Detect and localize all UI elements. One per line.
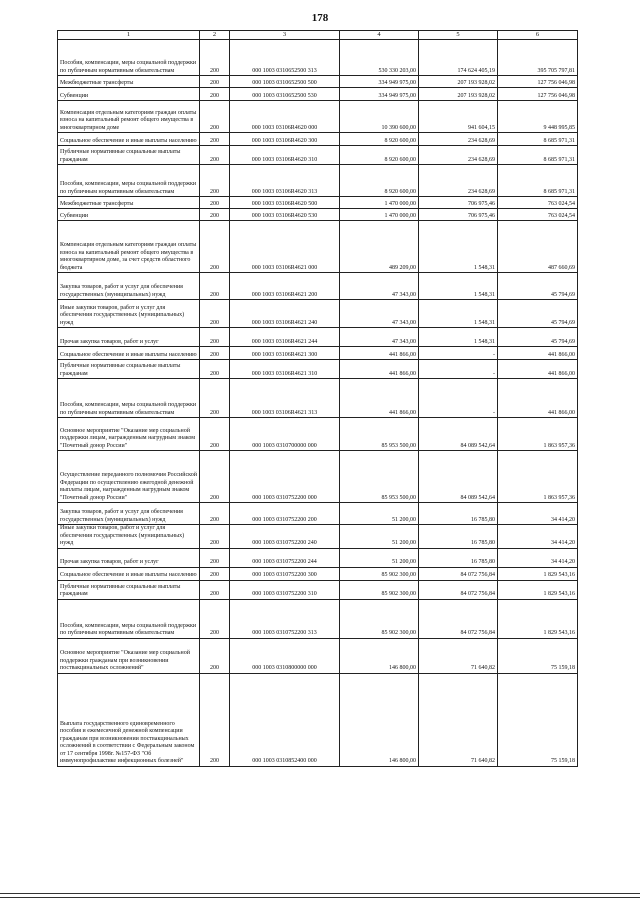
row-unexecuted-cell: 1 829 543,16 (498, 580, 578, 599)
row-executed-cell: 16 785,80 (419, 503, 498, 525)
row-kbk-cell: 000 1003 0310700000 000 (230, 418, 340, 451)
row-executed-cell: 706 975,46 (419, 197, 498, 209)
row-executed-cell: 1 548,31 (419, 300, 498, 328)
row-unexecuted-cell: 1 863 957,36 (498, 418, 578, 451)
row-name-cell: Социальное обеспечение и иные выплаты населению (58, 347, 200, 360)
row-name-cell: Иные закупки товаров, работ и услуг для обеспечения государственных (муниципальных) нужд (58, 300, 200, 328)
row-name-cell: Пособия, компенсации, меры социальной поддержки по публичным нормативным обязательствам (58, 40, 200, 76)
row-approved-cell: 85 902 300,00 (340, 599, 419, 638)
row-unexecuted-cell: 45 794,69 (498, 273, 578, 300)
row-approved-cell: 146 800,00 (340, 638, 419, 673)
row-name-cell: Субвенции (58, 88, 200, 101)
table-row (58, 40, 578, 76)
row-name-cell: Основное мероприятие "Оказание мер социальной поддержки лицам, награжденным нагрудным знаком "Почетный донор России" (58, 418, 200, 451)
row-kbk-cell: 000 1003 03106R4621 300 (230, 347, 340, 360)
row-code-cell: 200 (200, 40, 230, 76)
table-row (58, 197, 578, 209)
row-approved-cell: 146 800,00 (340, 673, 419, 766)
header-cell: 5 (419, 31, 498, 40)
row-name-cell: Прочая закупка товаров, работ и услуг (58, 548, 200, 567)
header-cell: 4 (340, 31, 419, 40)
row-unexecuted-cell: 75 159,18 (498, 673, 578, 766)
row-unexecuted-cell: 763 024,54 (498, 197, 578, 209)
header-cell: 3 (230, 31, 340, 40)
row-kbk-cell: 000 1003 0310652500 313 (230, 40, 340, 76)
table-row (58, 347, 578, 360)
row-approved-cell: 1 470 000,00 (340, 197, 419, 209)
bottom-rule (0, 893, 640, 894)
row-kbk-cell: 000 1003 03106R4621 240 (230, 300, 340, 328)
row-kbk-cell: 000 1003 03106R4621 313 (230, 379, 340, 418)
row-executed-cell: 84 089 542,64 (419, 451, 498, 503)
row-kbk-cell: 000 1003 03106R4620 000 (230, 101, 340, 133)
header-cell: 6 (498, 31, 578, 40)
row-approved-cell: 441 866,00 (340, 360, 419, 379)
table-row (58, 328, 578, 347)
row-unexecuted-cell: 395 705 797,81 (498, 40, 578, 76)
row-code-cell: 200 (200, 197, 230, 209)
table-row (58, 580, 578, 599)
row-executed-cell: - (419, 379, 498, 418)
row-name-cell: Публичные нормативные социальные выплаты гражданам (58, 580, 200, 599)
row-approved-cell: 489 209,00 (340, 221, 419, 273)
row-code-cell: 200 (200, 133, 230, 146)
row-name-cell: Пособия, компенсации, меры социальной поддержки по публичным нормативным обязательствам (58, 165, 200, 197)
row-name-cell: Пособия, компенсации, меры социальной поддержки по публичным нормативным обязательствам (58, 379, 200, 418)
row-name-cell: Публичные нормативные социальные выплаты гражданам (58, 146, 200, 165)
row-approved-cell: 85 953 500,00 (340, 418, 419, 451)
row-unexecuted-cell: 1 829 543,16 (498, 567, 578, 580)
row-name-cell: Компенсация отдельным категориям граждан оплаты взноса на капитальный ремонт общего имущества в многоквартирном доме, за счет средств областного бюджета (58, 221, 200, 273)
row-code-cell: 200 (200, 548, 230, 567)
row-code-cell: 200 (200, 451, 230, 503)
row-code-cell: 200 (200, 638, 230, 673)
row-code-cell: 200 (200, 599, 230, 638)
row-name-cell: Закупка товаров, работ и услуг для обеспечения государственных (муниципальных) нужд (58, 503, 200, 525)
table-row (58, 599, 578, 638)
row-name-cell: Осуществление переданного полномочия Российской Федерации по осуществлению ежегодной денежной выплаты лицам, награжденным нагрудным знаком "Почетный донор России" (58, 451, 200, 503)
header-row (58, 31, 578, 40)
row-unexecuted-cell: 45 794,69 (498, 300, 578, 328)
row-executed-cell: 207 193 928,02 (419, 76, 498, 88)
table-row (58, 146, 578, 165)
budget-table (57, 30, 578, 767)
row-unexecuted-cell: 34 414,20 (498, 548, 578, 567)
row-code-cell: 200 (200, 673, 230, 766)
row-name-cell: Субвенции (58, 209, 200, 221)
row-unexecuted-cell: 1 829 543,16 (498, 599, 578, 638)
row-kbk-cell: 000 1003 0310752200 313 (230, 599, 340, 638)
row-approved-cell: 8 920 600,00 (340, 165, 419, 197)
row-unexecuted-cell: 34 414,20 (498, 525, 578, 549)
row-kbk-cell: 000 1003 03106R4620 530 (230, 209, 340, 221)
row-name-cell: Межбюджетные трансферты (58, 197, 200, 209)
row-code-cell: 200 (200, 209, 230, 221)
row-unexecuted-cell: 763 024,54 (498, 209, 578, 221)
row-executed-cell: 71 640,82 (419, 638, 498, 673)
row-unexecuted-cell: 75 159,18 (498, 638, 578, 673)
row-code-cell: 200 (200, 418, 230, 451)
row-code-cell: 200 (200, 379, 230, 418)
row-kbk-cell: 000 1003 03106R4620 313 (230, 165, 340, 197)
row-kbk-cell: 000 1003 03106R4620 310 (230, 146, 340, 165)
row-approved-cell: 47 343,00 (340, 328, 419, 347)
row-kbk-cell: 000 1003 0310852400 000 (230, 673, 340, 766)
table-row (58, 101, 578, 133)
table-row (58, 548, 578, 567)
row-code-cell: 200 (200, 300, 230, 328)
row-executed-cell: 234 628,69 (419, 133, 498, 146)
row-name-cell: Социальное обеспечение и иные выплаты населению (58, 567, 200, 580)
table-body (58, 31, 578, 767)
row-name-cell: Компенсация отдельным категориям граждан оплаты взноса на капитальный ремонт общего имущества в многоквартирном доме (58, 101, 200, 133)
row-code-cell: 200 (200, 347, 230, 360)
row-executed-cell: 941 604,15 (419, 101, 498, 133)
table-row (58, 360, 578, 379)
page-number: 178 (311, 12, 329, 24)
bottom-rule (0, 897, 640, 898)
table-row (58, 379, 578, 418)
table-row (58, 451, 578, 503)
row-executed-cell: 234 628,69 (419, 165, 498, 197)
header-cell: 1 (58, 31, 200, 40)
row-code-cell: 200 (200, 580, 230, 599)
row-approved-cell: 334 949 975,00 (340, 88, 419, 101)
row-kbk-cell: 000 1003 0310800000 000 (230, 638, 340, 673)
row-kbk-cell: 000 1003 03106R4621 310 (230, 360, 340, 379)
row-code-cell: 200 (200, 273, 230, 300)
row-name-cell: Выплата государственного единовременного пособия и ежемесячной денежной компенсации гражданам при возникновении поствакцинальных осложнений в соответствии с Федеральным законом от 17 сентября 1998г. №157-ФЗ "Об иммунопрофилактике инфекционных болезней" (58, 673, 200, 766)
row-approved-cell: 51 200,00 (340, 525, 419, 549)
row-approved-cell: 85 902 300,00 (340, 580, 419, 599)
table-row (58, 133, 578, 146)
row-code-cell: 200 (200, 328, 230, 347)
row-name-cell: Иные закупки товаров, работ и услуг для обеспечения государственных (муниципальных) нужд (58, 525, 200, 549)
table-row (58, 673, 578, 766)
row-executed-cell: 16 785,80 (419, 525, 498, 549)
table-row (58, 209, 578, 221)
row-code-cell: 200 (200, 525, 230, 549)
row-executed-cell: - (419, 360, 498, 379)
row-executed-cell: 84 072 756,84 (419, 567, 498, 580)
table-row (58, 503, 578, 525)
row-executed-cell: 207 193 928,02 (419, 88, 498, 101)
row-code-cell: 200 (200, 146, 230, 165)
row-executed-cell: 84 089 542,64 (419, 418, 498, 451)
row-executed-cell: 16 785,80 (419, 548, 498, 567)
row-kbk-cell: 000 1003 0310752200 000 (230, 451, 340, 503)
row-kbk-cell: 000 1003 0310752200 300 (230, 567, 340, 580)
row-kbk-cell: 000 1003 0310652500 500 (230, 76, 340, 88)
row-code-cell: 200 (200, 360, 230, 379)
row-unexecuted-cell: 9 448 995,85 (498, 101, 578, 133)
row-kbk-cell: 000 1003 0310752200 240 (230, 525, 340, 549)
row-unexecuted-cell: 127 756 046,98 (498, 88, 578, 101)
row-unexecuted-cell: 441 866,00 (498, 379, 578, 418)
row-code-cell: 200 (200, 76, 230, 88)
row-unexecuted-cell: 8 685 971,31 (498, 133, 578, 146)
row-executed-cell: 1 548,31 (419, 221, 498, 273)
table-row (58, 300, 578, 328)
row-unexecuted-cell: 8 685 971,31 (498, 146, 578, 165)
table-row (58, 273, 578, 300)
row-approved-cell: 47 343,00 (340, 273, 419, 300)
row-approved-cell: 334 949 975,00 (340, 76, 419, 88)
row-unexecuted-cell: 8 685 971,31 (498, 165, 578, 197)
row-kbk-cell: 000 1003 0310752200 244 (230, 548, 340, 567)
row-approved-cell: 51 200,00 (340, 503, 419, 525)
row-unexecuted-cell: 487 660,69 (498, 221, 578, 273)
row-unexecuted-cell: 127 756 046,98 (498, 76, 578, 88)
row-kbk-cell: 000 1003 03106R4621 244 (230, 328, 340, 347)
row-name-cell: Пособия, компенсации, меры социальной поддержки по публичным нормативным обязательствам (58, 599, 200, 638)
table-row (58, 567, 578, 580)
row-approved-cell: 51 200,00 (340, 548, 419, 567)
row-approved-cell: 1 470 000,00 (340, 209, 419, 221)
row-approved-cell: 47 343,00 (340, 300, 419, 328)
table-row (58, 76, 578, 88)
row-name-cell: Социальное обеспечение и иные выплаты населению (58, 133, 200, 146)
row-approved-cell: 8 920 600,00 (340, 133, 419, 146)
row-kbk-cell: 000 1003 0310752200 310 (230, 580, 340, 599)
row-code-cell: 200 (200, 101, 230, 133)
row-name-cell: Публичные нормативные социальные выплаты гражданам (58, 360, 200, 379)
row-approved-cell: 85 902 300,00 (340, 567, 419, 580)
row-unexecuted-cell: 1 863 957,36 (498, 451, 578, 503)
header-cell: 2 (200, 31, 230, 40)
row-kbk-cell: 000 1003 0310652500 530 (230, 88, 340, 101)
row-kbk-cell: 000 1003 03106R4621 200 (230, 273, 340, 300)
row-code-cell: 200 (200, 221, 230, 273)
row-executed-cell: 1 548,31 (419, 273, 498, 300)
row-executed-cell: 84 072 756,84 (419, 580, 498, 599)
row-code-cell: 200 (200, 165, 230, 197)
row-unexecuted-cell: 441 866,00 (498, 360, 578, 379)
table-row (58, 418, 578, 451)
row-code-cell: 200 (200, 503, 230, 525)
row-name-cell: Закупка товаров, работ и услуг для обеспечения государственных (муниципальных) нужд (58, 273, 200, 300)
row-kbk-cell: 000 1003 03106R4620 500 (230, 197, 340, 209)
row-kbk-cell: 000 1003 03106R4620 300 (230, 133, 340, 146)
row-unexecuted-cell: 45 794,69 (498, 328, 578, 347)
row-approved-cell: 8 920 600,00 (340, 146, 419, 165)
row-executed-cell: 234 628,69 (419, 146, 498, 165)
row-name-cell: Межбюджетные трансферты (58, 76, 200, 88)
row-executed-cell: 71 640,82 (419, 673, 498, 766)
row-unexecuted-cell: 441 866,00 (498, 347, 578, 360)
row-kbk-cell: 000 1003 03106R4621 000 (230, 221, 340, 273)
row-code-cell: 200 (200, 88, 230, 101)
row-name-cell: Основное мероприятие "Оказание мер социальной поддержки гражданам при возникновении поствакцинальных осложнений" (58, 638, 200, 673)
row-executed-cell: 84 072 756,84 (419, 599, 498, 638)
row-code-cell: 200 (200, 567, 230, 580)
row-executed-cell: - (419, 347, 498, 360)
row-approved-cell: 441 866,00 (340, 347, 419, 360)
row-approved-cell: 85 953 500,00 (340, 451, 419, 503)
row-executed-cell: 706 975,46 (419, 209, 498, 221)
row-kbk-cell: 000 1003 0310752200 200 (230, 503, 340, 525)
row-executed-cell: 1 548,31 (419, 328, 498, 347)
table-row (58, 221, 578, 273)
table-row (58, 638, 578, 673)
row-unexecuted-cell: 34 414,20 (498, 503, 578, 525)
row-approved-cell: 10 390 600,00 (340, 101, 419, 133)
table-row (58, 165, 578, 197)
row-approved-cell: 530 330 203,00 (340, 40, 419, 76)
row-approved-cell: 441 866,00 (340, 379, 419, 418)
row-executed-cell: 174 624 405,19 (419, 40, 498, 76)
table-row (58, 88, 578, 101)
table-row (58, 525, 578, 549)
row-name-cell: Прочая закупка товаров, работ и услуг (58, 328, 200, 347)
